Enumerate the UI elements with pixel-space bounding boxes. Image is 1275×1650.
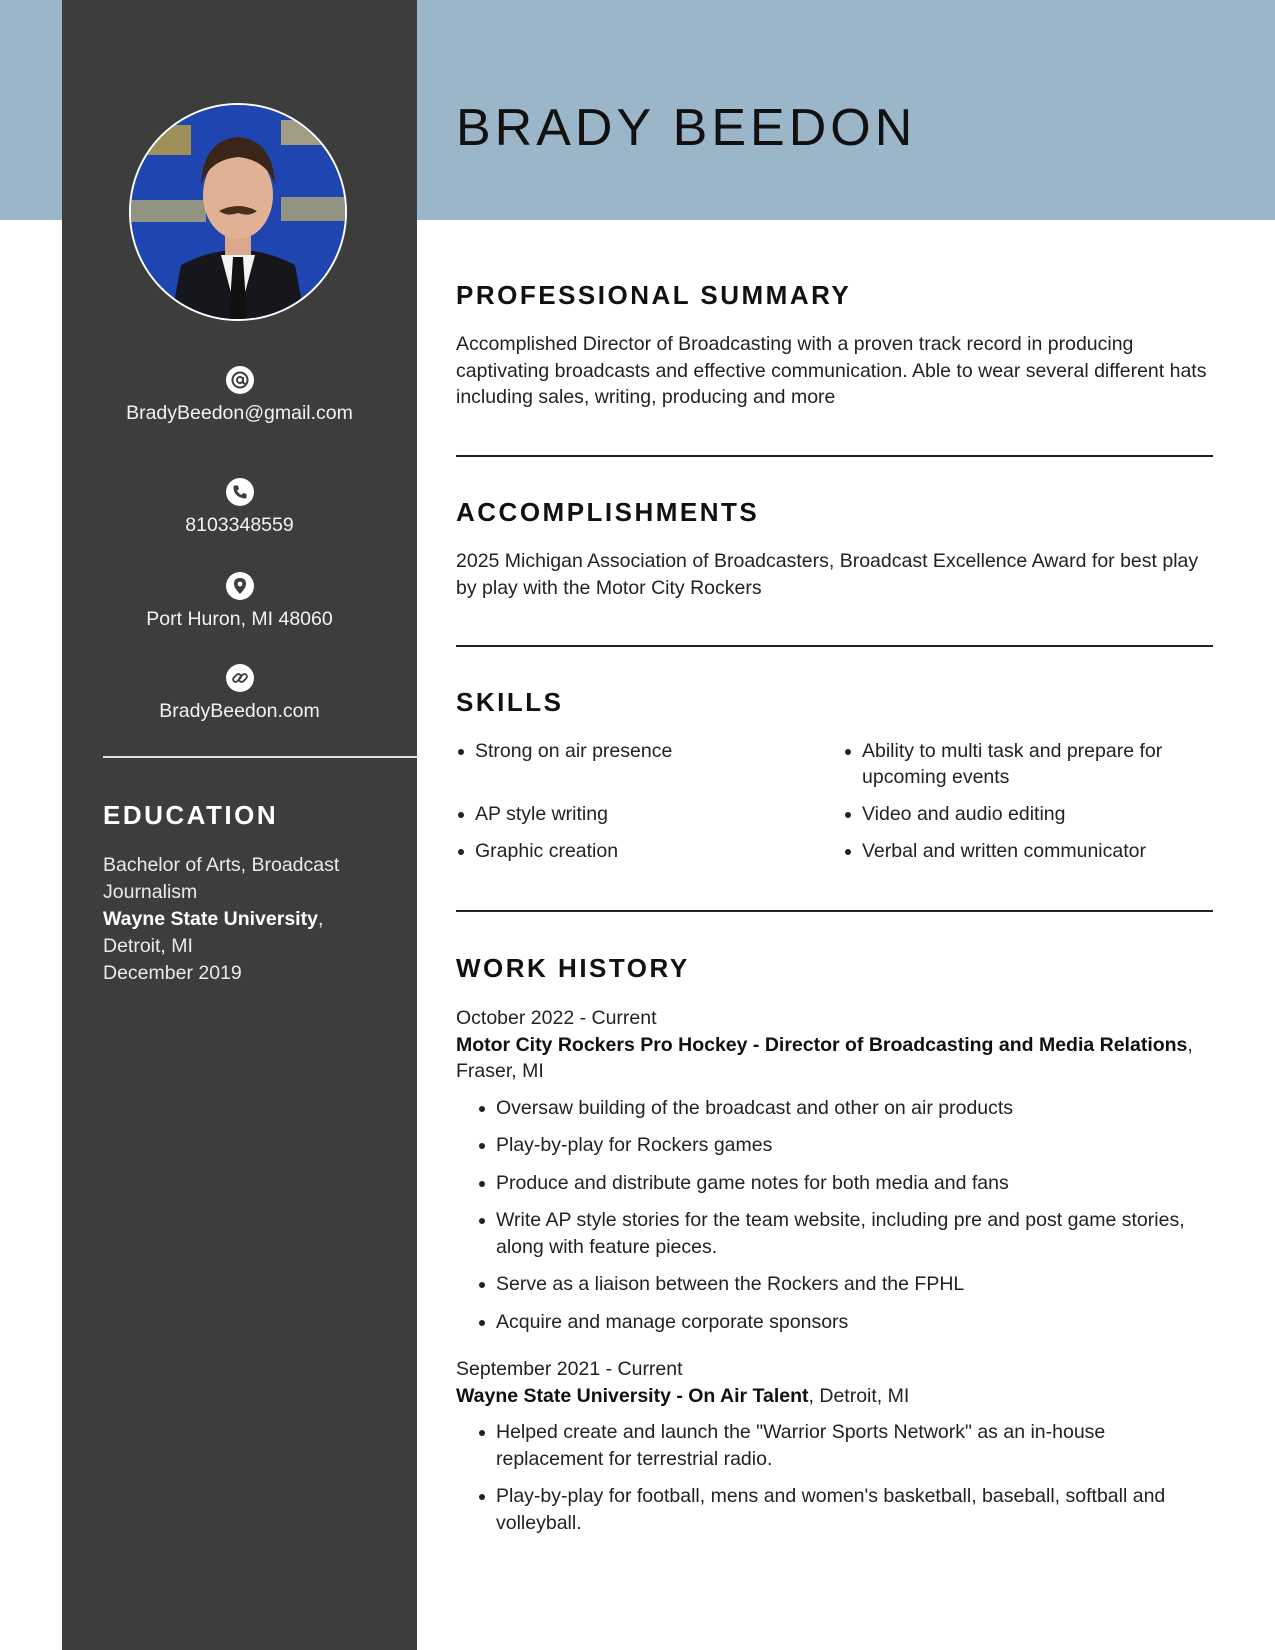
education-date: December 2019: [103, 962, 242, 984]
list-item: Helped create and launch the "Warrior Sports Network" as an in-house replacement for terrestrial radio.: [477, 1419, 1213, 1472]
section-divider: [456, 455, 1213, 457]
education-separator: ,: [317, 908, 324, 930]
contact-location: [62, 572, 417, 631]
phone-text[interactable]: 8103348559: [185, 514, 294, 536]
work-history-section: [456, 953, 1213, 1547]
accomplishments-text: 2025 Michigan Association of Broadcasters, Broadcast Excellence Award for best play by play with the Motor City Rockers: [456, 550, 1199, 599]
skills-section: [456, 687, 1213, 864]
contact-email: [62, 366, 417, 425]
list-item: Serve as a liaison between the Rockers and the FPHL: [477, 1271, 1213, 1298]
work-history-heading: WORK HISTORY: [456, 953, 690, 983]
job-duties: [456, 1095, 1213, 1336]
education-heading: EDUCATION: [103, 800, 279, 830]
job-duties: [456, 1419, 1213, 1536]
summary-heading: PROFESSIONAL SUMMARY: [456, 280, 852, 310]
website-text[interactable]: BradyBeedon.com: [159, 700, 320, 722]
job-title-line: [456, 1032, 1213, 1085]
list-item: Oversaw building of the broadcast and other on air products: [477, 1095, 1213, 1122]
list-item: Write AP style stories for the team website, including pre and post game stories, along with feature pieces.: [477, 1207, 1213, 1260]
summary-text: Accomplished Director of Broadcasting with a proven track record in producing captivating broadcasts and effective communication. Able to wear several different hats including sales, writing, producing and more: [456, 333, 1207, 408]
education-location: Detroit, MI: [103, 935, 193, 957]
skill-item: Ability to multi task and prepare for upcoming events: [843, 738, 1213, 790]
accomplishments-section: [456, 497, 1213, 601]
map-pin-icon: [226, 572, 254, 600]
summary-section: [456, 280, 1213, 411]
list-item: Produce and distribute game notes for both media and fans: [477, 1170, 1213, 1197]
phone-icon: [226, 478, 254, 506]
sidebar-divider: [103, 756, 417, 758]
job-entry: [456, 1005, 1213, 1335]
skill-item: Graphic creation: [456, 838, 843, 864]
section-divider: [456, 910, 1213, 912]
page-title: BRADY BEEDON: [456, 99, 917, 157]
job-location: , Detroit, MI: [808, 1384, 910, 1407]
job-dates: September 2021 - Current: [456, 1358, 683, 1380]
job-location: , Fraser, MI: [456, 1033, 1193, 1082]
job-title: Motor City Rockers Pro Hockey - Director of Broadcasting and Media Relations: [456, 1033, 1188, 1056]
skill-item: Strong on air presence: [456, 738, 843, 790]
job-title: Wayne State University - On Air Talent: [456, 1384, 809, 1407]
link-icon: [226, 664, 254, 692]
email-text[interactable]: BradyBeedon@gmail.com: [126, 402, 353, 424]
location-text: Port Huron, MI 48060: [146, 608, 333, 630]
job-dates: October 2022 - Current: [456, 1007, 657, 1029]
at-sign-icon: [226, 366, 254, 394]
skill-item: AP style writing: [456, 801, 843, 827]
skill-item: Verbal and written communicator: [843, 838, 1213, 864]
job-title-line: [456, 1383, 1213, 1410]
job-entry: [456, 1356, 1213, 1536]
list-item: Acquire and manage corporate sponsors: [477, 1309, 1213, 1336]
accomplishments-heading: ACCOMPLISHMENTS: [456, 497, 760, 527]
list-item: Play-by-play for Rockers games: [477, 1132, 1213, 1159]
section-divider: [456, 645, 1213, 647]
education-degree: Bachelor of Arts, Broadcast Journalism: [103, 854, 340, 903]
contact-website: [62, 664, 417, 723]
skill-item: Video and audio editing: [843, 801, 1213, 827]
skills-list: [456, 738, 1213, 864]
sidebar: [62, 0, 417, 1650]
education-school: Wayne State University: [103, 908, 318, 930]
education-entry: [103, 852, 403, 987]
contact-phone: [62, 478, 417, 537]
profile-photo: [129, 103, 347, 321]
list-item: Play-by-play for football, mens and women's basketball, baseball, softball and volleyball.: [477, 1483, 1213, 1536]
skills-heading: SKILLS: [456, 687, 564, 717]
